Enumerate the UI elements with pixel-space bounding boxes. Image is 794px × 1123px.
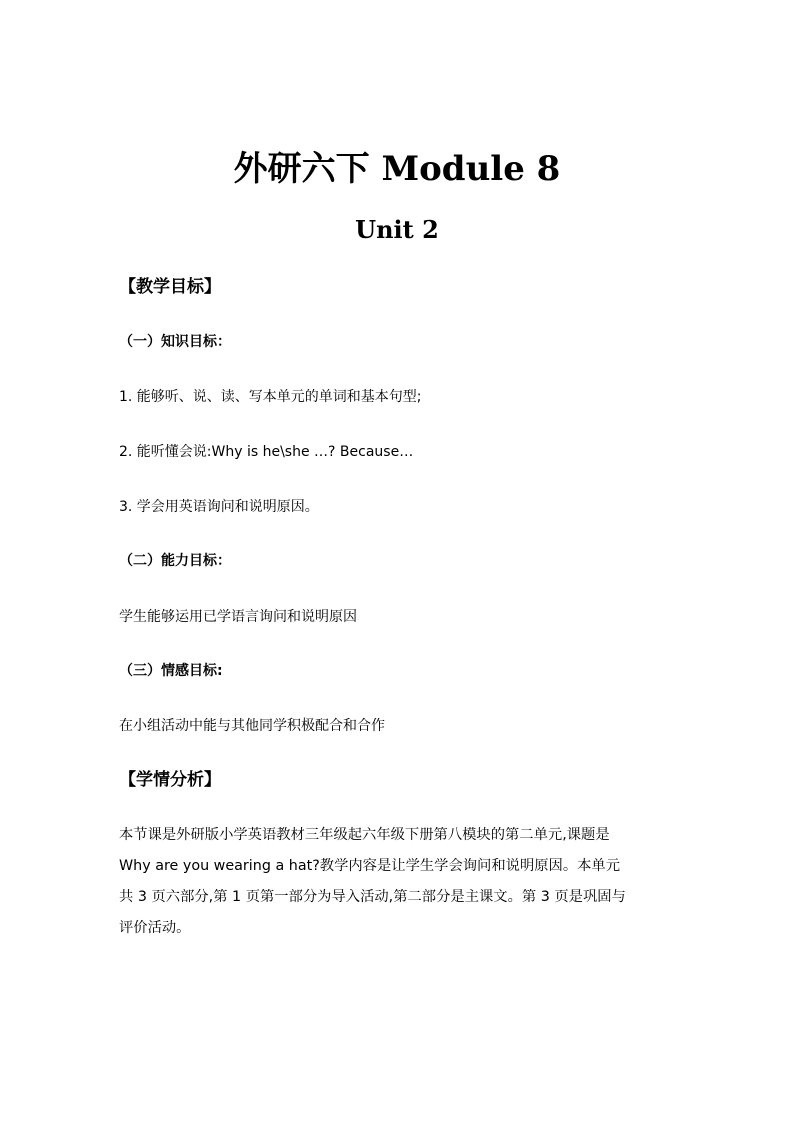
- knowledge-goal-item: 2. 能听懂会说:Why is he\she …? Because…: [119, 444, 414, 460]
- teaching-goals-heading: 【教学目标】: [119, 277, 221, 297]
- document-title: 外研六下 Module 8: [233, 149, 561, 189]
- emotion-goals-heading: （三）情感目标:: [119, 663, 223, 679]
- analysis-line: 共 3 页六部分,第 1 页第一部分为导入活动,第二部分是主课文。第 3 页是巩固与: [119, 889, 626, 905]
- knowledge-goal-item: 3. 学会用英语询问和说明原因。: [119, 499, 319, 515]
- analysis-line: Why are you wearing a hat?教学内容是让学生学会询问和说明原因。本单元: [119, 858, 621, 874]
- knowledge-goal-item: 1. 能够听、说、读、写本单元的单词和基本句型;: [119, 389, 422, 405]
- knowledge-goals-heading: （一）知识目标：: [119, 334, 231, 350]
- emotion-goals-text: 在小组活动中能与其他同学积极配合和合作: [119, 718, 385, 734]
- analysis-line: 本节课是外研版小学英语教材三年级起六年级下册第八模块的第二单元,课题是: [119, 827, 610, 843]
- analysis-heading: 【学情分析】: [119, 770, 221, 790]
- analysis-paragraph: [119, 820, 689, 944]
- ability-goals-heading: （二）能力目标：: [119, 553, 231, 569]
- ability-goals-text: 学生能够运用已学语言询问和说明原因: [119, 609, 357, 625]
- analysis-line: 评价活动。: [119, 920, 191, 936]
- document-subtitle: Unit 2: [355, 215, 439, 244]
